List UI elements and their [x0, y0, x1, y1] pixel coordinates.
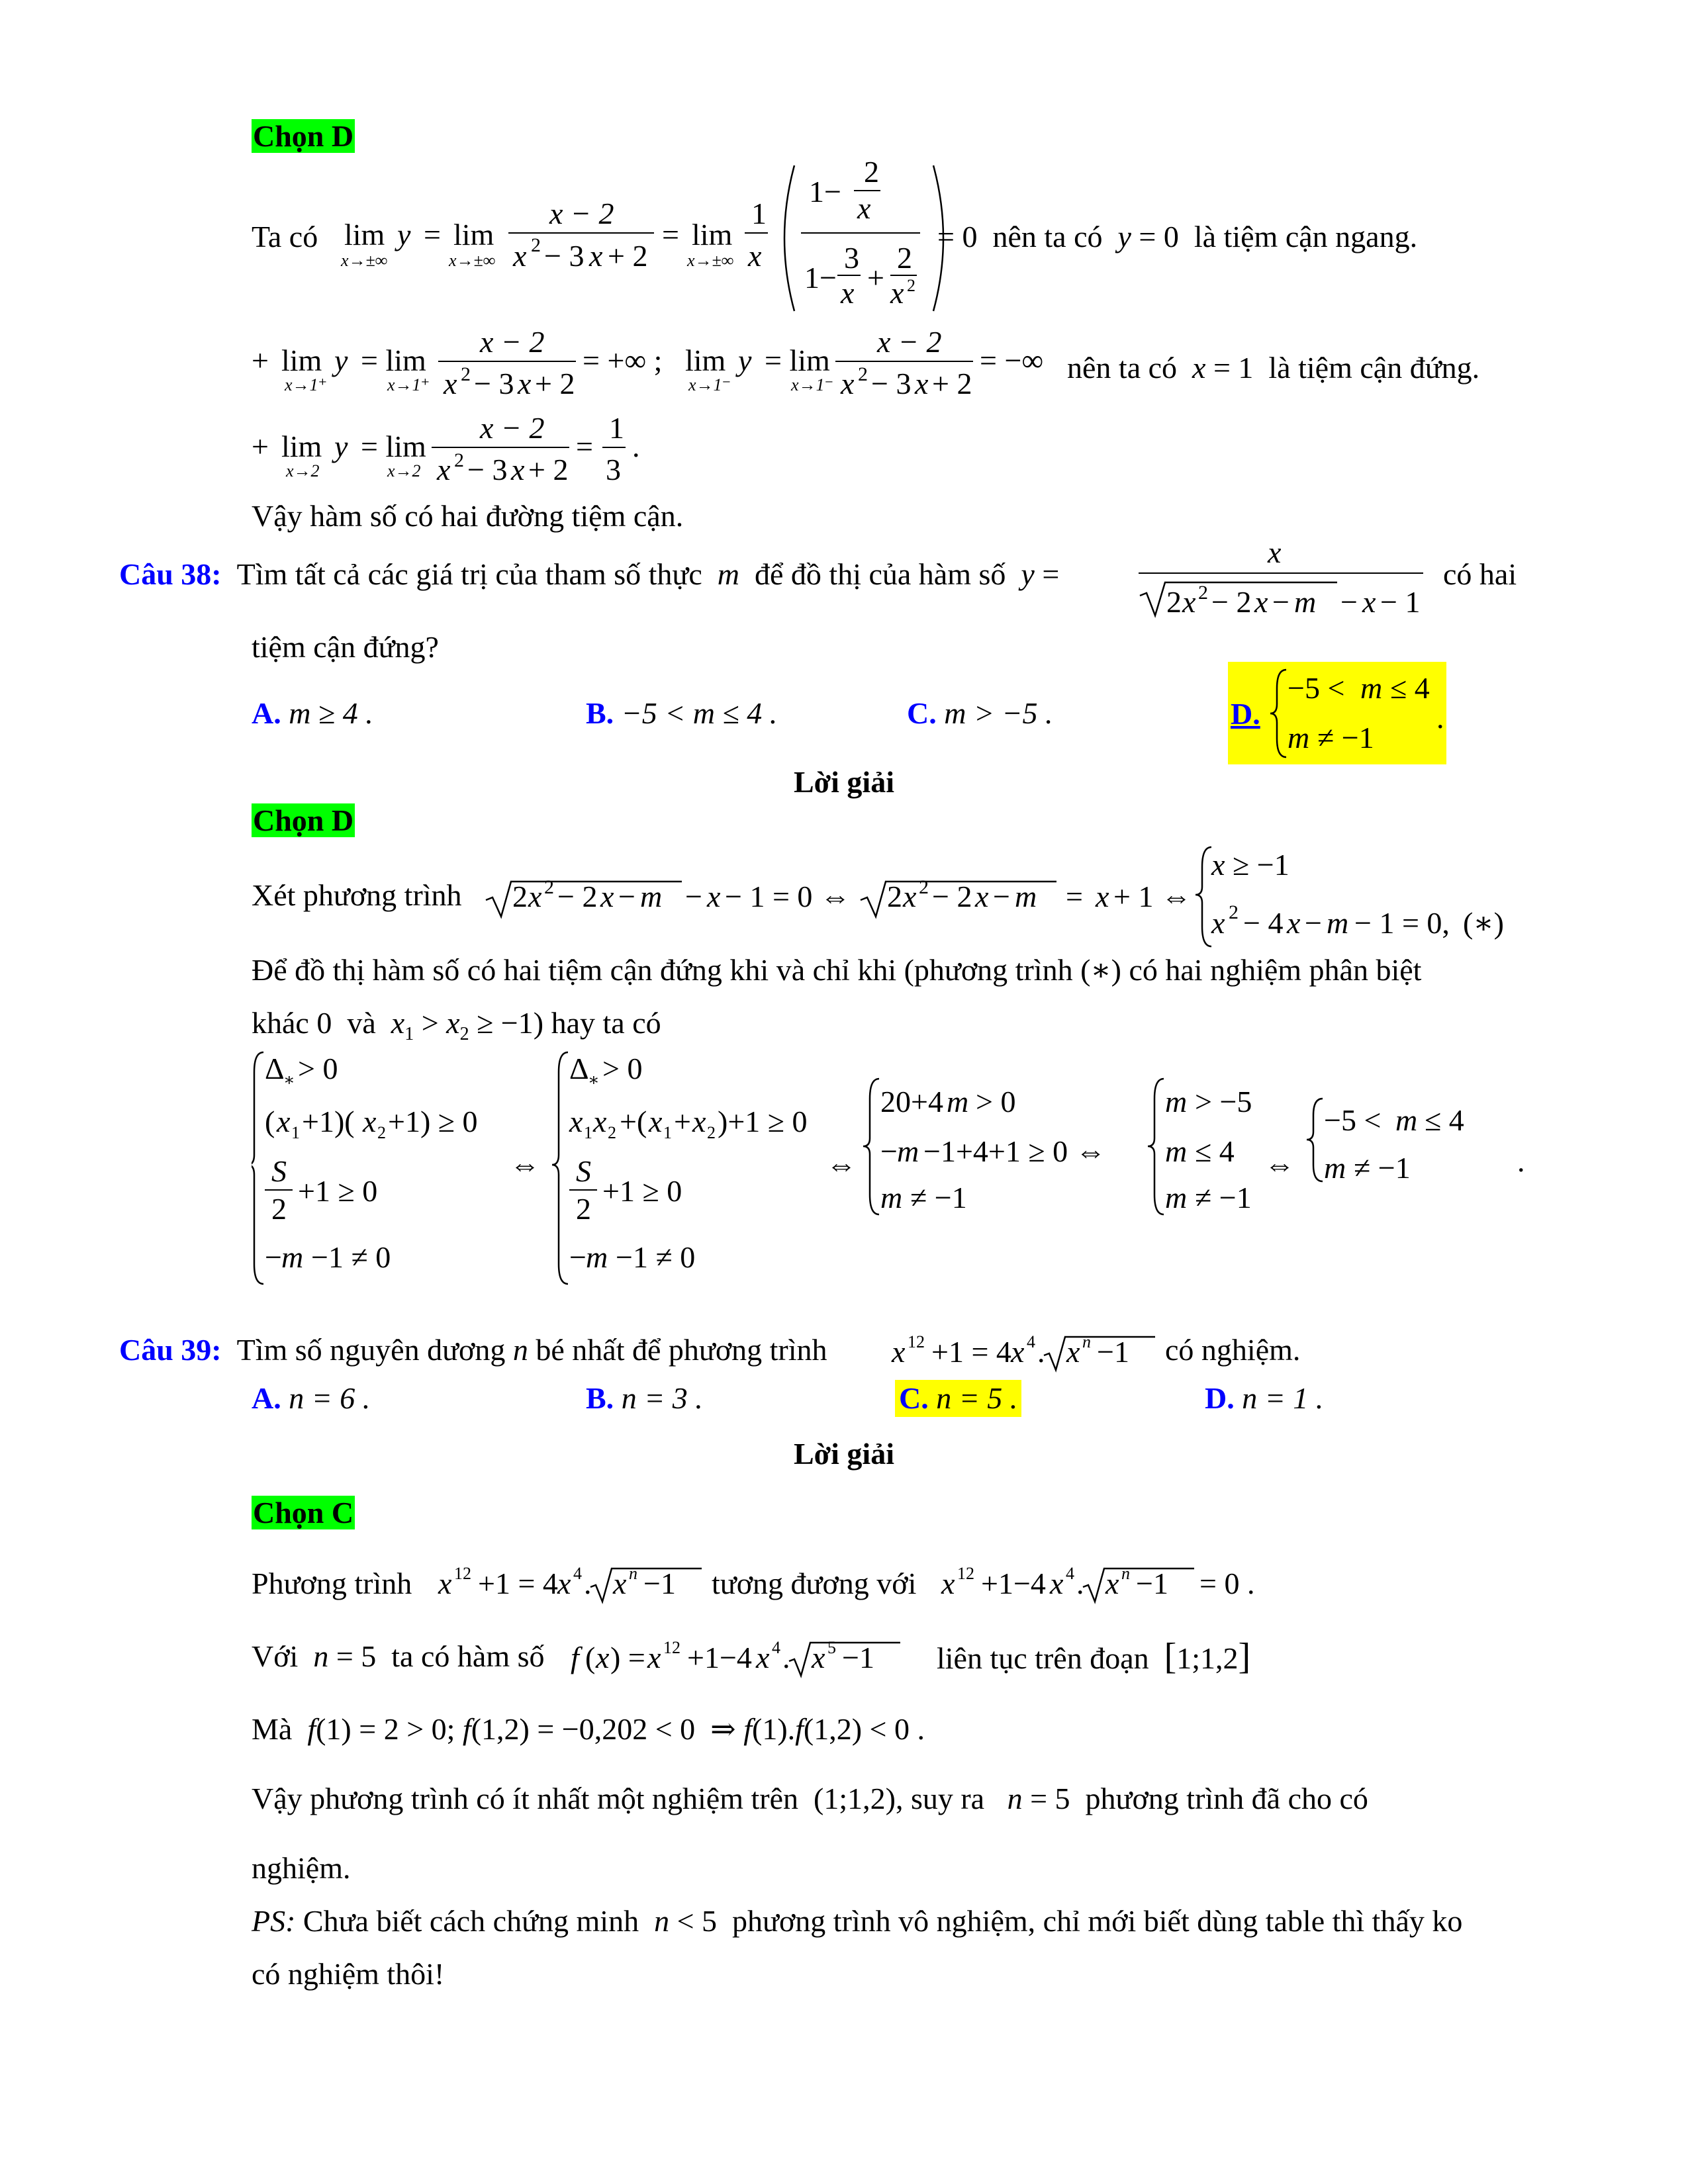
svg-text:−: − — [685, 880, 702, 913]
svg-text:lim: lim — [281, 430, 322, 463]
svg-text:> −5: > −5 — [1195, 1085, 1252, 1118]
svg-text:.: . — [1517, 1144, 1525, 1178]
limit-expression-horizontal — [338, 152, 973, 324]
svg-text:1: 1 — [291, 1123, 300, 1142]
svg-text:) =: ) = — [610, 1641, 645, 1674]
svg-text:≤ 4: ≤ 4 — [1425, 1103, 1464, 1137]
ps-note-line1: PS: Chưa biết cách chứng minh n < 5 phương trình vô nghiệm, chỉ mới biết dùng table thì thấy ko — [252, 1904, 1463, 1938]
svg-text:x: x — [444, 367, 457, 400]
svg-text:.: . — [1037, 1335, 1045, 1369]
svg-text:x: x — [892, 1335, 906, 1369]
svg-text:x: x — [756, 1641, 770, 1674]
svg-text:(∗): (∗) — [1463, 906, 1504, 940]
svg-text:−: − — [265, 1240, 282, 1274]
svg-text:≠ −1: ≠ −1 — [910, 1181, 967, 1214]
svg-text:.: . — [1436, 701, 1444, 735]
svg-text:≤ 4: ≤ 4 — [1195, 1134, 1235, 1168]
svg-text:= +∞ ;: = +∞ ; — [583, 343, 663, 377]
limit-at-two — [252, 410, 715, 496]
svg-text:x: x — [647, 1641, 661, 1674]
svg-text:x: x — [437, 453, 451, 486]
option-d-38[interactable]: D. −5 < m ≤ 4 m ≠ −1 . — [1228, 662, 1446, 764]
svg-text:2: 2 — [461, 363, 471, 385]
svg-text:m: m — [1165, 1181, 1188, 1214]
svg-text:⇔: ⇔ — [510, 1148, 540, 1181]
svg-text:x→1⁻: x→1⁻ — [791, 375, 834, 394]
svg-text:x: x — [438, 1567, 452, 1600]
svg-text:x→2: x→2 — [286, 461, 320, 480]
svg-text:+1 ≥ 0: +1 ≥ 0 — [298, 1174, 378, 1208]
svg-text:x − 2: x − 2 — [480, 325, 545, 359]
svg-text:+ 2: + 2 — [535, 367, 575, 400]
svg-text:2: 2 — [707, 1123, 716, 1142]
ps-note-line2: có nghiệm thôi! — [252, 1957, 445, 1991]
svg-text:2: 2 — [919, 876, 929, 898]
svg-text:.: . — [782, 1641, 790, 1674]
svg-text:≠ −1: ≠ −1 — [1195, 1181, 1252, 1214]
svg-text:4: 4 — [1027, 1332, 1035, 1351]
svg-text:(: ( — [265, 1105, 275, 1138]
svg-text:2: 2 — [576, 1192, 591, 1226]
svg-text:m: m — [1324, 1151, 1346, 1185]
solution-39-line2-math — [569, 1623, 940, 1682]
svg-text:− 1 = 0 ⇔: − 1 = 0 ⇔ — [725, 880, 851, 913]
solution-39-line4: Vậy phương trình có ít nhất một nghiệm trên (1;1,2), suy ra n = 5 phương trình đã cho có — [252, 1782, 1368, 1815]
svg-text:20+4: 20+4 — [880, 1085, 943, 1118]
question-39-tail: có nghiệm. — [1165, 1333, 1301, 1367]
svg-text:x: x — [841, 276, 855, 310]
svg-text:−: − — [880, 1134, 898, 1168]
horizontal-asymptote-conclusion: = 0 nên ta có y = 0 là tiệm cận ngang. — [937, 220, 1418, 253]
svg-text:4: 4 — [772, 1638, 780, 1657]
svg-text:2: 2 — [377, 1123, 386, 1142]
svg-text:− 4: − 4 — [1243, 906, 1284, 940]
svg-text:x: x — [593, 1105, 607, 1138]
svg-text:x: x — [557, 1567, 571, 1600]
svg-text:− 1 = 0,: − 1 = 0, — [1354, 906, 1450, 940]
svg-text:m: m — [1015, 880, 1037, 913]
svg-text:= lim: = lim — [765, 343, 830, 377]
svg-text:> 0: > 0 — [298, 1052, 338, 1085]
consider-equation-label: Xét phương trình — [252, 878, 462, 912]
svg-text:lim: lim — [692, 218, 733, 251]
svg-text:x: x — [1066, 1335, 1080, 1369]
svg-text:≥ −1: ≥ −1 — [1233, 848, 1289, 882]
svg-text:x: x — [903, 880, 917, 913]
svg-text:+ 2: + 2 — [608, 239, 648, 273]
svg-text:.: . — [632, 430, 640, 463]
svg-text:3: 3 — [606, 453, 621, 486]
svg-text:+1) ≥ 0: +1) ≥ 0 — [388, 1105, 478, 1138]
horizontal-asymptote-intro: Ta có — [252, 220, 318, 253]
svg-text:y: y — [334, 430, 348, 463]
svg-text:x: x — [941, 1567, 955, 1600]
svg-text:.: . — [584, 1567, 592, 1600]
svg-text:x: x — [1211, 906, 1225, 940]
svg-text:2: 2 — [864, 155, 879, 189]
svg-text:2: 2 — [512, 880, 528, 913]
conclusion-two-asymptotes: Vậy hàm số có hai đường tiệm cận. — [252, 499, 684, 533]
svg-text:.: . — [1076, 1567, 1084, 1600]
svg-text:2: 2 — [454, 449, 464, 471]
svg-text:x: x — [511, 453, 525, 486]
svg-text:Δ: Δ — [265, 1052, 285, 1085]
svg-text:x: x — [613, 1567, 627, 1600]
svg-text:x: x — [890, 276, 904, 310]
svg-text:−: − — [1272, 585, 1289, 619]
svg-text:2: 2 — [544, 876, 554, 898]
svg-text:m: m — [947, 1085, 969, 1118]
svg-text:−1 ≠ 0: −1 ≠ 0 — [311, 1240, 391, 1274]
svg-text:2: 2 — [887, 880, 902, 913]
solution-heading-38: Lời giải — [794, 765, 894, 799]
svg-text:(: ( — [585, 1641, 596, 1674]
svg-text:−5 <: −5 < — [1324, 1103, 1382, 1137]
svg-text:x→1⁺: x→1⁺ — [387, 375, 430, 394]
svg-text:x: x — [589, 239, 603, 273]
svg-text:x: x — [1362, 585, 1376, 619]
svg-text:x: x — [1211, 848, 1225, 882]
svg-text:+: + — [252, 430, 269, 463]
svg-text:x: x — [707, 880, 721, 913]
svg-text:x: x — [1182, 585, 1196, 619]
svg-text:=: = — [662, 218, 679, 251]
svg-text:∗: ∗ — [588, 1070, 600, 1089]
svg-text:x: x — [1050, 1567, 1064, 1600]
svg-text:−1: −1 — [1097, 1335, 1129, 1369]
svg-text:m: m — [1165, 1085, 1188, 1118]
svg-text:+ 2: + 2 — [932, 367, 972, 400]
svg-text:+1−4: +1−4 — [981, 1567, 1046, 1600]
svg-text:x: x — [1254, 585, 1268, 619]
svg-text:> 0: > 0 — [602, 1052, 643, 1085]
svg-text:x − 2: x − 2 — [549, 197, 614, 230]
svg-text:S: S — [576, 1154, 591, 1188]
svg-text:x: x — [649, 1105, 663, 1138]
svg-text:x: x — [513, 239, 527, 273]
solution-39-line1-label: Phương trình — [252, 1567, 412, 1600]
svg-text:x→±∞: x→±∞ — [341, 251, 388, 270]
svg-text:−: − — [569, 1240, 586, 1274]
svg-text:+ 1 ⇔: + 1 ⇔ — [1113, 880, 1192, 913]
option-c-38[interactable]: C. m > −5 . — [907, 696, 1053, 730]
svg-text:+1 = 4: +1 = 4 — [478, 1567, 558, 1600]
svg-text:2: 2 — [907, 276, 915, 295]
svg-text:+: + — [674, 1105, 691, 1138]
question-38-line2: tiệm cận đứng? — [252, 630, 439, 664]
svg-text:− 2: − 2 — [1211, 585, 1252, 619]
equation-39 — [890, 1317, 1168, 1377]
solution-39-line5: nghiệm. — [252, 1851, 351, 1885]
svg-text:x: x — [528, 880, 542, 913]
svg-text:+1)(: +1)( — [302, 1105, 355, 1138]
svg-text:− 3: − 3 — [474, 367, 514, 400]
svg-text:1−: 1− — [809, 175, 841, 208]
svg-text:+1 = 4: +1 = 4 — [931, 1335, 1011, 1369]
svg-text:4: 4 — [1066, 1564, 1074, 1583]
svg-text:m: m — [1294, 585, 1317, 619]
solution-39-line3: Mà f(1) = 2 > 0; f(1,2) = −0,202 < 0 ⇒ f(1).f(1,2) < 0 . — [252, 1712, 925, 1746]
svg-text:= lim: = lim — [361, 430, 426, 463]
svg-text:Δ: Δ — [569, 1052, 589, 1085]
svg-text:− 2: − 2 — [557, 880, 598, 913]
svg-text:x − 2: x − 2 — [480, 411, 545, 445]
svg-text:lim: lim — [685, 343, 726, 377]
svg-text:2: 2 — [897, 241, 912, 275]
svg-text:lim: lim — [344, 218, 385, 251]
svg-text:12: 12 — [663, 1638, 680, 1657]
svg-text:x→±∞: x→±∞ — [449, 251, 496, 270]
svg-text:−1: −1 — [643, 1567, 676, 1600]
svg-text:m: m — [1288, 721, 1310, 754]
svg-text:)+1 ≥ 0: )+1 ≥ 0 — [718, 1105, 808, 1138]
svg-text:−1 ≠ 0: −1 ≠ 0 — [616, 1240, 696, 1274]
svg-text:lim: lim — [281, 343, 322, 377]
svg-text:≠ −1: ≠ −1 — [1354, 1151, 1411, 1185]
svg-text:n: n — [629, 1564, 637, 1583]
solution-39-line2: Với n = 5 ta có hàm số — [252, 1639, 545, 1673]
solution-heading-39: Lời giải — [794, 1437, 894, 1471]
svg-text:m: m — [640, 880, 663, 913]
svg-text:2: 2 — [531, 234, 541, 256]
svg-text:1: 1 — [751, 197, 767, 230]
svg-text:−: − — [1340, 585, 1358, 619]
svg-text:x: x — [857, 191, 871, 225]
svg-text:+(: +( — [620, 1105, 647, 1138]
svg-text:= −∞: = −∞ — [980, 343, 1044, 377]
svg-text:2: 2 — [858, 363, 868, 385]
svg-text:lim: lim — [453, 218, 494, 251]
svg-text:n: n — [1121, 1564, 1130, 1583]
svg-text:m: m — [586, 1240, 608, 1274]
svg-text:2: 2 — [271, 1192, 287, 1226]
svg-text:f: f — [571, 1641, 579, 1674]
svg-text:m: m — [1360, 671, 1383, 705]
equation-38-transform — [483, 834, 1556, 953]
option-d-39[interactable]: D. n = 1 . — [1205, 1381, 1324, 1415]
option-b-38[interactable]: B. −5 < m ≤ 4 . — [586, 696, 778, 730]
svg-text:− 3: − 3 — [871, 367, 912, 400]
condition-38-line1: Để đồ thị hàm số có hai tiệm cận đứng khi và chỉ khi (phương trình (∗) có hai nghiệm phân biệt — [252, 953, 1422, 987]
svg-text:S: S — [271, 1154, 287, 1188]
svg-text:−1+4+1 ≥ 0 ⇔: −1+4+1 ≥ 0 ⇔ — [923, 1134, 1106, 1168]
svg-text:x: x — [596, 1641, 610, 1674]
svg-text:> 0: > 0 — [976, 1085, 1016, 1118]
svg-text:x: x — [518, 367, 532, 400]
answer-choice-heading-38: Chọn D — [253, 803, 354, 837]
svg-text:=: = — [424, 218, 441, 251]
svg-text:−1: −1 — [842, 1641, 874, 1674]
function-38 — [1125, 529, 1436, 622]
svg-text:5: 5 — [827, 1638, 836, 1657]
svg-text:n: n — [1082, 1332, 1091, 1351]
svg-text:1: 1 — [584, 1123, 592, 1142]
question-38: Câu 38: Tìm tất cả các giá trị của tham số thực m để đồ thị của hàm số y = — [119, 557, 1060, 591]
svg-text:+: + — [867, 261, 884, 295]
svg-text:x: x — [277, 1105, 291, 1138]
svg-text:12: 12 — [957, 1564, 974, 1583]
answer-choice-heading: Chọn D — [253, 119, 354, 153]
system-chain-38 — [252, 1046, 1575, 1297]
svg-text:−1: −1 — [1136, 1567, 1168, 1600]
svg-text:− 2: − 2 — [932, 880, 972, 913]
svg-text:4: 4 — [573, 1564, 582, 1583]
svg-text:x: x — [975, 880, 989, 913]
svg-text:x: x — [812, 1641, 825, 1674]
svg-text:2: 2 — [1166, 585, 1182, 619]
question-39: Câu 39: Tìm số nguyên dương n bé nhất để phương trình — [119, 1333, 827, 1367]
svg-text:⇔: ⇔ — [1264, 1148, 1295, 1181]
svg-text:− 3: − 3 — [544, 239, 585, 273]
svg-text:+ 2: + 2 — [528, 453, 569, 486]
option-b-39[interactable]: B. n = 3 . — [586, 1381, 703, 1415]
svg-text:+: + — [252, 343, 269, 377]
option-a-39[interactable]: A. n = 6 . — [252, 1381, 371, 1415]
svg-text:x→1⁺: x→1⁺ — [285, 375, 328, 394]
vertical-asymptote-conclusion: nên ta có x = 1 là tiệm cận đứng. — [1067, 351, 1480, 385]
svg-text:x: x — [1268, 535, 1282, 569]
svg-text:=: = — [576, 430, 593, 463]
svg-text:x: x — [915, 367, 929, 400]
svg-text:m: m — [1165, 1134, 1188, 1168]
svg-text:2: 2 — [608, 1123, 616, 1142]
answer-choice-heading-39: Chọn C — [253, 1496, 354, 1529]
svg-text:2: 2 — [1229, 901, 1239, 923]
svg-text:x − 2: x − 2 — [877, 325, 942, 359]
svg-text:x: x — [748, 239, 762, 273]
svg-text:y: y — [334, 343, 348, 377]
svg-text:−5 <: −5 < — [1288, 671, 1345, 705]
svg-text:12: 12 — [908, 1332, 925, 1351]
svg-text:x: x — [569, 1105, 583, 1138]
limit-expression-vertical — [252, 324, 1178, 410]
svg-text:−: − — [618, 880, 635, 913]
svg-text:≤ 4: ≤ 4 — [1390, 671, 1430, 705]
svg-text:x: x — [841, 367, 855, 400]
svg-text:x→1⁻: x→1⁻ — [688, 375, 731, 394]
svg-text:= lim: = lim — [361, 343, 426, 377]
question-38-tail: có hai — [1443, 557, 1517, 591]
svg-text:x: x — [1287, 906, 1301, 940]
svg-text:y: y — [397, 218, 411, 251]
svg-text:x: x — [1105, 1567, 1119, 1600]
svg-text:x: x — [600, 880, 614, 913]
svg-text:− 1: − 1 — [1380, 585, 1421, 619]
svg-text:y: y — [738, 343, 752, 377]
svg-text:x: x — [692, 1105, 706, 1138]
svg-text:= 0 .: = 0 . — [1199, 1567, 1255, 1600]
svg-text:1: 1 — [609, 411, 624, 445]
svg-text:x→2: x→2 — [387, 461, 421, 480]
svg-text:−: − — [993, 880, 1010, 913]
option-a-38[interactable]: A. m ≥ 4 . — [252, 696, 373, 730]
svg-text:x: x — [1096, 880, 1109, 913]
svg-text:x: x — [1011, 1335, 1025, 1369]
svg-text:=: = — [1066, 880, 1083, 913]
svg-text:m: m — [1327, 906, 1349, 940]
svg-text:12: 12 — [454, 1564, 471, 1583]
svg-text:x: x — [363, 1105, 377, 1138]
svg-text:+1−4: +1−4 — [687, 1641, 752, 1674]
svg-text:1: 1 — [663, 1123, 672, 1142]
svg-text:m: m — [880, 1181, 903, 1214]
solution-39-line2-tail: liên tục trên đoạn [1;1,2] — [937, 1636, 1251, 1677]
solution-39-line1-equiv: tương đương với — [712, 1567, 917, 1600]
svg-text:−: − — [1305, 906, 1322, 940]
svg-text:⇔: ⇔ — [826, 1148, 857, 1181]
svg-text:m: m — [897, 1134, 919, 1168]
svg-text:3: 3 — [844, 241, 859, 275]
svg-text:− 3: − 3 — [467, 453, 508, 486]
svg-text:1−: 1− — [804, 261, 837, 295]
svg-text:2: 2 — [1198, 582, 1208, 604]
svg-text:m: m — [281, 1240, 304, 1274]
svg-text:m: m — [1395, 1103, 1418, 1137]
svg-text:+1 ≥ 0: +1 ≥ 0 — [602, 1174, 682, 1208]
svg-text:∗: ∗ — [283, 1070, 295, 1089]
option-d-38-system — [1268, 662, 1446, 764]
condition-38-line2: khác 0 và $x_1 > x_2 \ge -1$) hay ta có — [252, 1006, 661, 1045]
svg-text:x→±∞: x→±∞ — [687, 251, 734, 270]
option-c-39[interactable]: C. n = 5 . — [895, 1380, 1021, 1417]
svg-text:≠ −1: ≠ −1 — [1317, 721, 1374, 754]
